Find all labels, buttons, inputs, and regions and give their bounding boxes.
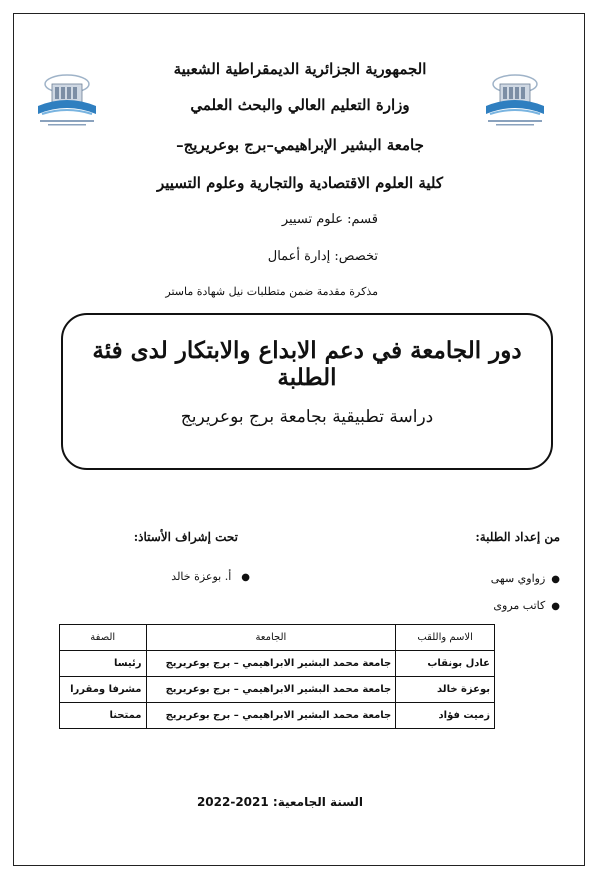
thesis-note: مذكرة مقدمة ضمن متطلبات نيل شهادة ماستر bbox=[165, 285, 378, 298]
thesis-title: دور الجامعة في دعم الابداع والابتكار لدى فئة الطلبة bbox=[92, 337, 522, 391]
academic-year: السنة الجامعية: 2021-2022 bbox=[196, 795, 364, 809]
jury-member-name: بوعزة خالد bbox=[396, 677, 495, 703]
table-header-row bbox=[60, 625, 495, 651]
supervisor-name: أ. بوعزة خالد bbox=[171, 570, 232, 583]
student-item bbox=[491, 572, 560, 585]
jury-table bbox=[59, 624, 495, 729]
bullet-icon: ● bbox=[551, 574, 560, 585]
table-row bbox=[60, 677, 495, 703]
jury-member-role: ممتحنا bbox=[60, 703, 147, 729]
jury-member-role: مشرفا ومقررا bbox=[60, 677, 147, 703]
student-item bbox=[493, 599, 560, 612]
thesis-subtitle: دراسة تطبيقية بجامعة برج بوعريريج bbox=[180, 407, 434, 427]
specialty-label: تخصص: إدارة أعمال bbox=[267, 249, 378, 264]
ministry-heading: وزارة التعليم العالي والبحث العلمي bbox=[190, 96, 410, 114]
jury-member-role: رئيسا bbox=[60, 651, 147, 677]
jury-member-university: جامعة محمد البشير الابراهيمي – برج بوعريريج bbox=[146, 703, 396, 729]
bullet-icon: ● bbox=[551, 601, 560, 612]
student-name: زواوي سهى bbox=[490, 572, 546, 585]
bullet-icon: ● bbox=[241, 572, 250, 583]
department-label: قسم: علوم تسيير bbox=[281, 212, 378, 227]
republic-heading: الجمهورية الجزائرية الديمقراطية الشعبية bbox=[173, 60, 427, 78]
faculty-heading: كلية العلوم الاقتصادية والتجارية وعلوم التسيير bbox=[156, 174, 444, 192]
column-header-name: الاسم واللقب bbox=[396, 625, 495, 651]
table-row bbox=[60, 703, 495, 729]
university-heading: جامعة البشير الإبراهيمي–برج بوعريريج– bbox=[176, 136, 424, 154]
jury-member-name: عادل بونقاب bbox=[396, 651, 495, 677]
title-box bbox=[61, 313, 553, 470]
table-row bbox=[60, 651, 495, 677]
student-name: كاتب مروى bbox=[493, 599, 546, 612]
supervisor-label: تحت إشراف الأستاذ: bbox=[133, 530, 238, 544]
jury-member-university: جامعة محمد البشير الابراهيمي – برج بوعريريج bbox=[146, 651, 396, 677]
column-header-role: الصفة bbox=[60, 625, 147, 651]
jury-member-name: زميت فؤاد bbox=[396, 703, 495, 729]
students-label: من إعداد الطلبة: bbox=[475, 530, 560, 544]
column-header-university: الجامعة bbox=[146, 625, 396, 651]
supervisor-item bbox=[171, 570, 250, 583]
jury-member-university: جامعة محمد البشير الابراهيمي – برج بوعريريج bbox=[146, 677, 396, 703]
